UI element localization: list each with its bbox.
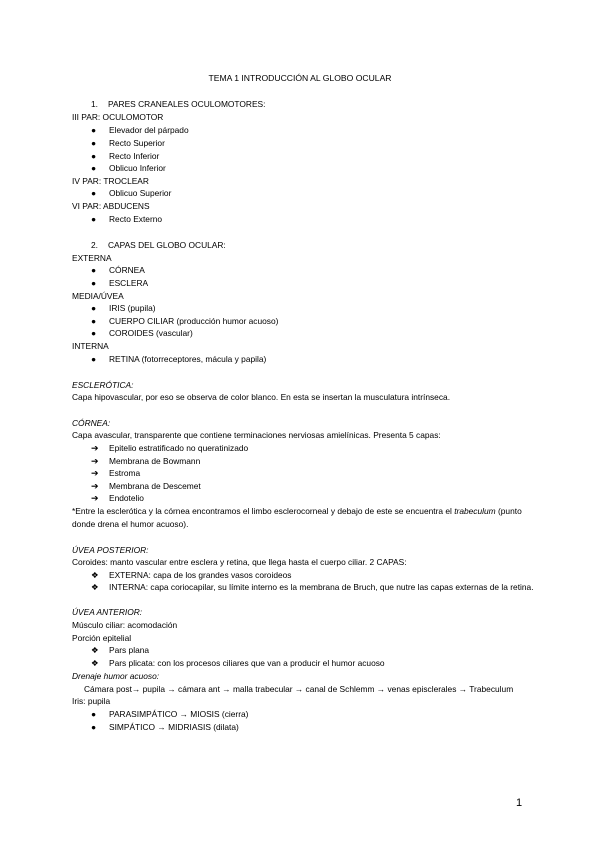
list-item: CÓRNEA xyxy=(109,265,145,275)
bullet-icon: ● xyxy=(91,163,97,173)
list-item: Oblicuo Inferior xyxy=(109,163,166,173)
cornea-note-part: (punto xyxy=(495,506,522,516)
cornea-note-line1 xyxy=(72,506,522,517)
list-item: IRIS (pupila) xyxy=(109,303,156,313)
list-item: PARASIMPÁTICO → MIOSIS (cierra) xyxy=(109,709,249,719)
list-item: Membrana de Descemet xyxy=(109,481,201,491)
arrow-icon: ➔ xyxy=(91,481,99,491)
bullet-icon: ● xyxy=(91,328,97,338)
porcion-epitelial: Porción epitelial xyxy=(72,633,132,643)
section1-heading: PARES CRANEALES OCULOMOTORES: xyxy=(108,99,266,109)
uvea-posterior-text: Coroides: manto vascular entre esclera y retina, que llega hasta el cuerpo ciliar. 2 CAPAS: xyxy=(72,557,407,567)
section2-number: 2. xyxy=(91,240,98,250)
list-item: COROIDES (vascular) xyxy=(109,328,193,338)
bullet-icon: ● xyxy=(91,316,97,326)
cornea-note-line2: donde drena el humor acuoso). xyxy=(72,519,189,529)
document-title: TEMA 1 INTRODUCCIÓN AL GLOBO OCULAR xyxy=(208,73,392,83)
list-item: Estroma xyxy=(109,468,141,478)
musculo-ciliar: Músculo ciliar: acomodación xyxy=(72,620,178,630)
list-item: Elevador del párpado xyxy=(109,125,189,135)
par4-label: IV PAR: TROCLEAR xyxy=(72,176,149,186)
arrow-icon: ➔ xyxy=(91,468,99,478)
list-item: Pars plicata: con los procesos ciliares que van a producir el humor acuoso xyxy=(109,658,385,668)
list-item: CUERPO CILIAR (producción humor acuoso) xyxy=(109,316,279,326)
drenaje-path: Cámara post→ pupila → cámara ant → malla trabecular → canal de Schlemm → venas episclerales → Trabeculum xyxy=(84,684,514,694)
bullet-icon: ● xyxy=(91,303,97,313)
list-item: Epitelio estratificado no queratinizado xyxy=(109,443,249,453)
bullet-icon: ● xyxy=(91,354,97,364)
bullet-icon: ● xyxy=(91,188,97,198)
par3-label: III PAR: OCULOMOTOR xyxy=(72,112,164,122)
list-item: RETINA (fotorreceptores, mácula y papila) xyxy=(109,354,267,364)
list-item: SIMPÁTICO → MIDRIASIS (dilata) xyxy=(109,722,239,732)
esclerotica-heading: ESCLERÓTICA: xyxy=(72,380,134,390)
section2-heading: CAPAS DEL GLOBO OCULAR: xyxy=(108,240,226,250)
iris-label: Iris: pupila xyxy=(72,696,111,706)
list-item: Pars plana xyxy=(109,645,150,655)
bullet-icon: ● xyxy=(91,265,97,275)
list-item: INTERNA: capa coriocapilar, su límite interno es la membrana de Bruch, que nutre las capas externas de la retina. xyxy=(109,582,534,592)
section1-number: 1. xyxy=(91,99,98,109)
list-item: Recto Inferior xyxy=(109,151,160,161)
bullet-icon: ● xyxy=(91,214,97,224)
list-item: ESCLERA xyxy=(109,278,149,288)
diamond-bullet-icon: ❖ xyxy=(91,658,99,668)
list-item: EXTERNA: capa de los grandes vasos coroideos xyxy=(109,570,292,580)
cornea-note-part: *Entre la esclerótica y la córnea encontramos el limbo esclerocorneal y debajo de este se encuentra el xyxy=(72,506,455,516)
par6-label: VI PAR: ABDUCENS xyxy=(72,201,150,211)
bullet-icon: ● xyxy=(91,709,97,719)
esclerotica-text: Capa hipovascular, por eso se observa de color blanco. En esta se insertan la musculatura intrínseca. xyxy=(72,392,451,402)
cornea-heading: CÓRNEA: xyxy=(72,418,111,428)
externa-label: EXTERNA xyxy=(72,253,112,263)
page-number: 1 xyxy=(516,797,523,809)
interna-label: INTERNA xyxy=(72,341,109,351)
media-label: MEDIA/ÚVEA xyxy=(72,291,124,301)
arrow-icon: ➔ xyxy=(91,493,99,503)
arrow-icon: ➔ xyxy=(91,443,99,453)
bullet-icon: ● xyxy=(91,125,97,135)
cornea-text: Capa avascular, transparente que contiene terminaciones nerviosas amielínicas. Presenta 5 capas: xyxy=(72,430,441,440)
bullet-icon: ● xyxy=(91,151,97,161)
list-item: Recto Superior xyxy=(109,138,165,148)
trabeculum-term: trabeculum xyxy=(454,506,496,516)
bullet-icon: ● xyxy=(91,722,97,732)
bullet-icon: ● xyxy=(91,278,97,288)
list-item: Oblicuo Superior xyxy=(109,188,172,198)
list-item: Recto Externo xyxy=(109,214,163,224)
diamond-bullet-icon: ❖ xyxy=(91,582,99,592)
list-item: Membrana de Bowmann xyxy=(109,456,201,466)
drenaje-label: Drenaje humor acuoso: xyxy=(72,671,160,681)
uvea-anterior-heading: ÚVEA ANTERIOR: xyxy=(72,607,143,617)
arrow-icon: ➔ xyxy=(91,456,99,466)
diamond-bullet-icon: ❖ xyxy=(91,570,99,580)
bullet-icon: ● xyxy=(91,138,97,148)
uvea-posterior-heading: ÚVEA POSTERIOR: xyxy=(72,545,149,555)
list-item: Endotelio xyxy=(109,493,144,503)
diamond-bullet-icon: ❖ xyxy=(91,645,99,655)
